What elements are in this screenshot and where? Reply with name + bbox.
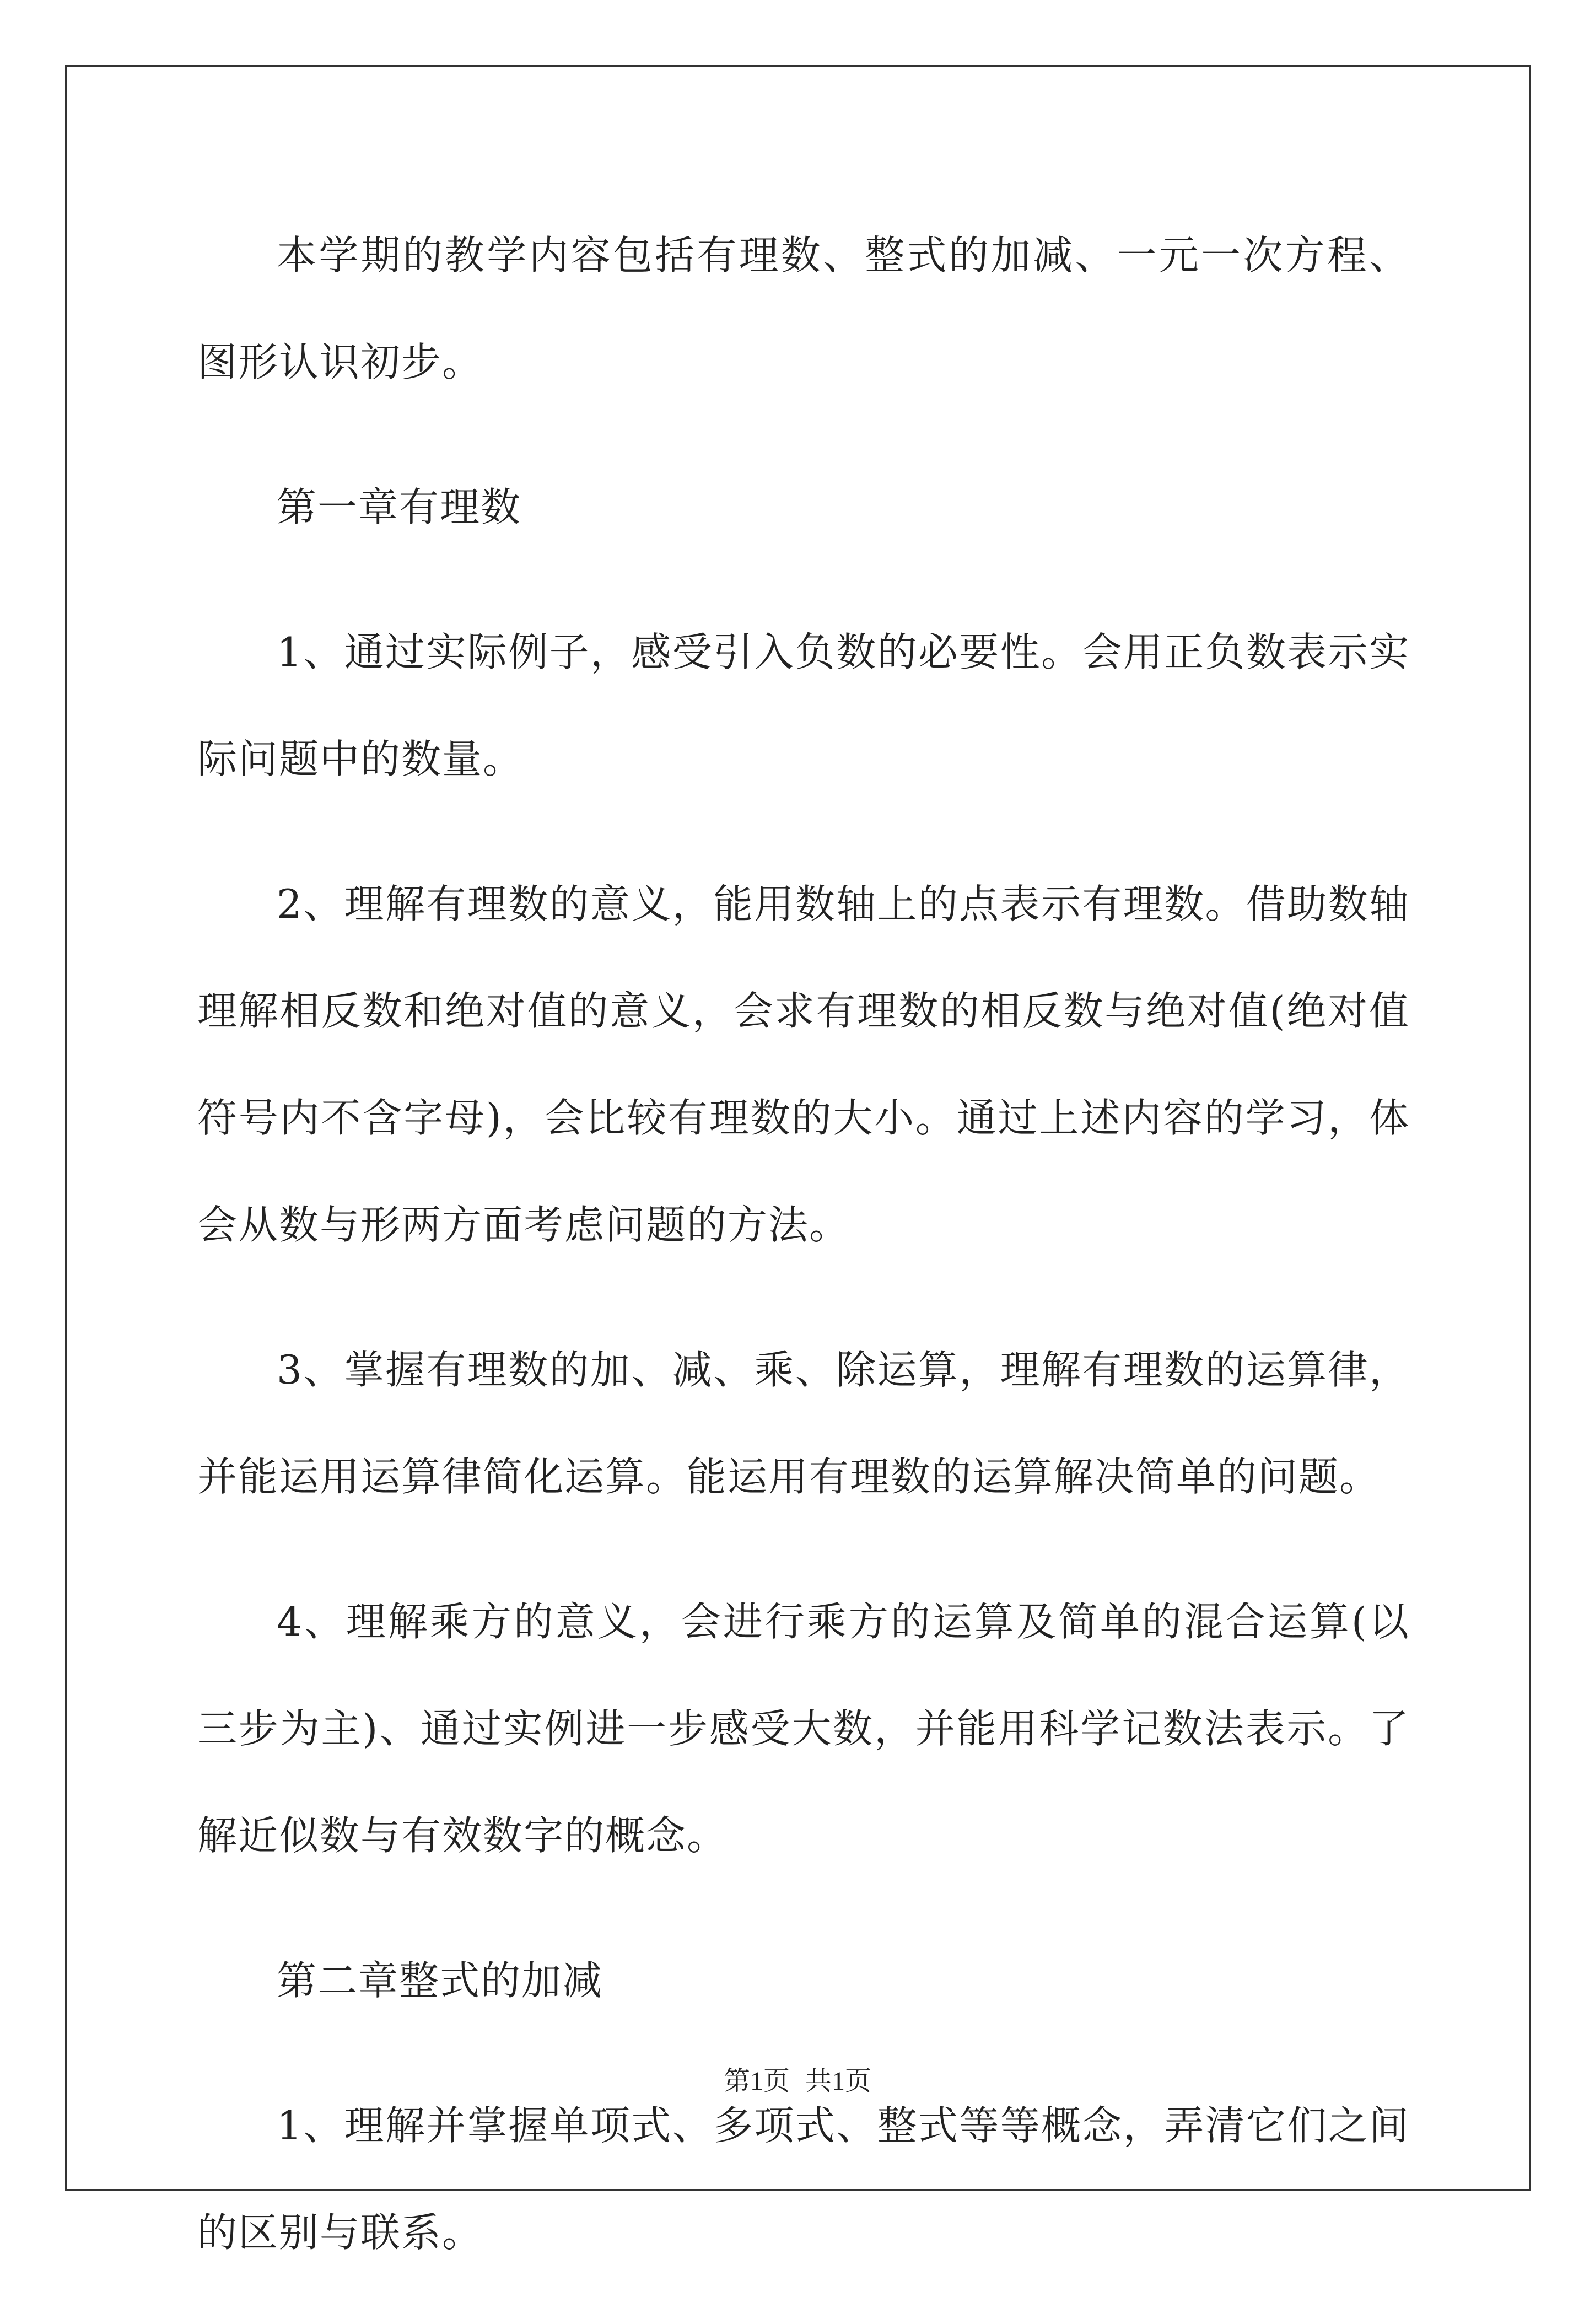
chapter-1-heading: 第一章有理数 [277, 484, 522, 530]
intro-paragraph: 本学期的教学内容包括有理数、整式的加减、一元一次方程、图形认识初步。 [197, 232, 1410, 385]
chapter-1-item-3: 3、掌握有理数的加、减、乘、除运算，理解有理数的运算律，并能运用运算律简化运算。能运用有理数的运算解决简单的问题。 [197, 1347, 1410, 1500]
chapter-1-item-1: 1、通过实际例子，感受引入负数的必要性。会用正负数表示实际问题中的数量。 [197, 629, 1410, 782]
chapter-2-item-1: 1、理解并掌握单项式、多项式、整式等等概念，弄清它们之间的区别与联系。 [197, 2102, 1410, 2256]
document-body [197, 202, 1410, 2324]
page-footer [0, 2059, 1595, 2097]
chapter-1-item-2: 2、理解有理数的意义，能用数轴上的点表示有理数。借助数轴理解相反数和绝对值的意义，会求有理数的相反数与绝对值(绝对值符号内不含字母)，会比较有理数的大小。通过上述内容的学习，体会从数与形两方面考虑问题的方法。 [197, 881, 1410, 1248]
page-number: 第1页 [723, 2067, 790, 2096]
chapter-2-heading: 第二章整式的加减 [277, 1957, 603, 2004]
page-total: 共1页 [805, 2067, 872, 2096]
chapter-1-item-4: 4、理解乘方的意义，会进行乘方的运算及简单的混合运算(以三步为主)、通过实例进一步感受大数，并能用科学记数法表示。了解近似数与有效数字的概念。 [197, 1599, 1410, 1859]
